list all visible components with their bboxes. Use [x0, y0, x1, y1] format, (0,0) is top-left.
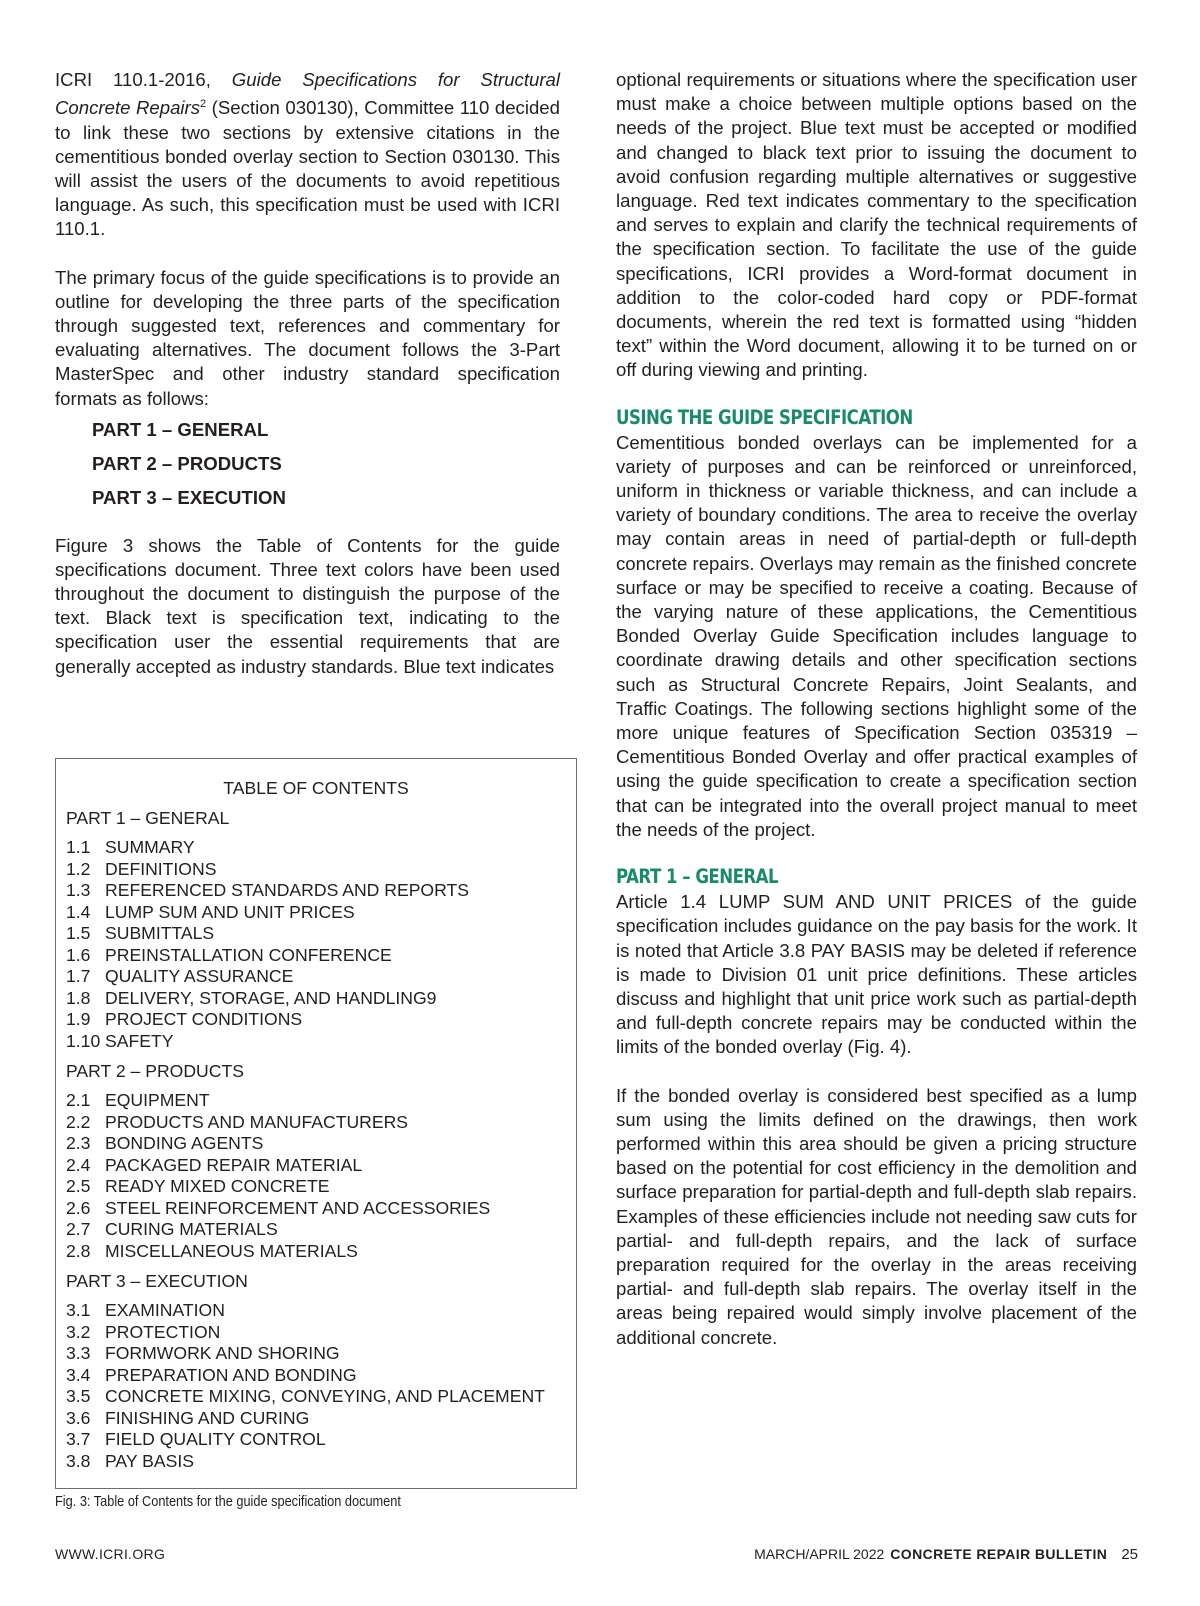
primary-focus-paragraph: The primary focus of the guide specifications is to provide an outline for developing the three parts of the specification through suggested text, references and commentary for evaluating alternatives. The document follows the 3-Part MasterSpec and other industry standard specification formats as follows: [55, 266, 560, 409]
toc-item: 2.2 PRODUCTS AND MANUFACTURERS [66, 1111, 409, 1132]
guide-usage-paragraph: Cementitious bonded overlays can be implemented for a variety of purposes and can be reinforced or unreinforced, uniform in thickness or variable thickness, and can include a variety of boundary conditions. The area to receive the overlay may contain areas in need of partial-depth or full-depth concrete repairs. Overlays may remain as the finished concrete surface or may be specified to receive a coating. Because of the varying nature of these applications, the Cementitious Bonded Overlay Guide Specification includes language to coordinate drawing details and other specification sections such as Structural Concrete Repairs, Joint Sealants, and Traffic Coatings. The following sections highlight some of the more unique features of Specification Section 035319 – Cementitious Bonded Overlay and offer practical examples of using the guide specification to create a specification section that can be integrated into the overall project manual to meet the needs of the project. [616, 431, 1137, 840]
toc-part-3-items [66, 1300, 566, 1472]
toc-part-2-items [66, 1090, 566, 1262]
parts-list-item: PART 2 – PRODUCTS [92, 452, 282, 474]
toc-item: 1.4 LUMP SUM AND UNIT PRICES [66, 901, 355, 922]
toc-item: 3.2 PROTECTION [66, 1321, 221, 1342]
toc-part-heading: PART 1 – GENERAL [66, 808, 230, 828]
parts-list-item: PART 3 – EXECUTION [92, 486, 286, 508]
text-colors-paragraph: optional requirements or situations where the specification user must make a choice between multiple options based on the needs of the project. Blue text must be accepted or modified and changed to black text prior to issuing the document to avoid confusion regarding multiple alternatives or suggestive language. Red text indicates commentary to the specification and serves to explain and clarify the technical requirements of the specification section. To facilitate the use of the guide specifications, ICRI provides a Word-format document in addition to the color-coded hard copy or PDF-format documents, wherein the red text is formatted using “hidden text” within the Word document, allowing it to be turned on or off during viewing and printing. [616, 69, 1137, 381]
toc-item: 3.1 EXAMINATION [66, 1300, 225, 1320]
toc-item: 1.9 PROJECT CONDITIONS [66, 1009, 303, 1029]
toc-item: 1.6 PREINSTALLATION CONFERENCE [66, 944, 392, 965]
toc-item: 2.5 READY MIXED CONCRETE [66, 1176, 330, 1196]
right-column [616, 68, 1137, 1350]
footer-publication: CONCRETE REPAIR BULLETIN [890, 1546, 1108, 1562]
document-title: Guide Specifications for Structural Concrete Repairs [55, 69, 561, 119]
toc-part-heading: PART 2 – PRODUCTS [66, 1061, 244, 1081]
footer-publication-info [754, 1546, 1138, 1563]
table-of-contents-figure [55, 758, 577, 1489]
parts-list-item: PART 1 – GENERAL [92, 418, 269, 440]
toc-part-heading: PART 3 – EXECUTION [66, 1271, 248, 1291]
section-heading: PART 1 – GENERAL [616, 865, 779, 889]
footer-issue: MARCH/APRIL 2022 [754, 1546, 885, 1562]
section-heading: USING THE GUIDE SPECIFICATION [616, 405, 913, 429]
toc-item: 2.8 MISCELLANEOUS MATERIALS [66, 1240, 358, 1261]
toc-item: 2.6 STEEL REINFORCEMENT AND ACCESSORIES [66, 1197, 491, 1218]
page-number: 25 [1121, 1546, 1138, 1563]
toc-item: 3.5 CONCRETE MIXING, CONVEYING, AND PLACEMENT [66, 1386, 545, 1406]
toc-item: 3.6 FINISHING AND CURING [66, 1407, 310, 1428]
footer-website: WWW.ICRI.ORG [55, 1546, 166, 1562]
toc-item: 1.10 SAFETY [66, 1030, 174, 1051]
toc-item: 3.3 FORMWORK AND SHORING [66, 1343, 340, 1363]
intro-paragraph: ICRI 110.1-2016, Guide Specifications for Structural Concrete Repairs$^2$ (Section 030130), Committee 110 decided to link these two sections by extensive citations in the cementitious bonded overlay section to Section 030130. This will assist the users of the documents to avoid repetitious language. As such, this specification must be used with ICRI 110.1. [55, 69, 561, 240]
bonded-overlay-paragraph: If the bonded overlay is considered best specified as a lump sum using the limits defined on the drawings, then work performed within this area should be given a pricing structure based on the potential for cost efficiency in the demolition and surface preparation for partial-depth and full-depth slab repairs. Examples of these efficiencies include not needing saw cuts for partial- and full-depth repairs, and the lack of surface preparation required for the overlay in the areas receiving partial- and full-depth slab repairs. The overlay itself in the areas being repaired would simply involve placement of the additional concrete. [616, 1084, 1137, 1348]
toc-item: 1.7 QUALITY ASSURANCE [66, 966, 294, 986]
toc-item: 1.2 DEFINITIONS [66, 858, 217, 879]
toc-item: 1.5 SUBMITTALS [66, 923, 215, 943]
toc-item: 1.3 REFERENCED STANDARDS AND REPORTS [66, 880, 469, 900]
toc-item: 3.4 PREPARATION AND BONDING [66, 1364, 357, 1385]
toc-item: 1.1 SUMMARY [66, 837, 195, 857]
toc-item: 2.3 BONDING AGENTS [66, 1133, 264, 1153]
left-column [55, 68, 560, 679]
toc-part-1-items [66, 837, 566, 1052]
toc-item: 2.1 EQUIPMENT [66, 1090, 210, 1110]
toc-item: 1.8 DELIVERY, STORAGE, AND HANDLING9 [66, 987, 437, 1008]
toc-item: 3.8 PAY BASIS [66, 1450, 194, 1471]
parts-list [92, 418, 560, 510]
figure-reference-paragraph: Figure 3 shows the Table of Contents for the guide specifications document. Three text colors have been used throughout the document to distinguish the purpose of the text. Black text is specification text, indicating to the specification user the essential requirements that are generally accepted as industry standards. Blue text indicates [55, 534, 560, 677]
toc-item: 3.7 FIELD QUALITY CONTROL [66, 1429, 326, 1449]
figure-caption: Fig. 3: Table of Contents for the guide specification document [55, 1494, 401, 1510]
toc-item: 2.7 CURING MATERIALS [66, 1219, 278, 1239]
toc-item: 2.4 PACKAGED REPAIR MATERIAL [66, 1154, 363, 1175]
lump-sum-paragraph: Article 1.4 LUMP SUM AND UNIT PRICES of the guide specification includes guidance on the pay basis for the work. It is noted that Article 3.8 PAY BASIS may be deleted if reference is made to Division 01 unit price definitions. These articles discuss and highlight that unit price work such as partial-depth and full-depth concrete repairs may be conducted within the limits of the bonded overlay (Fig. 4). [616, 891, 1137, 1058]
toc-title: TABLE OF CONTENTS [223, 778, 409, 798]
footnote-ref: 2 [200, 98, 207, 111]
